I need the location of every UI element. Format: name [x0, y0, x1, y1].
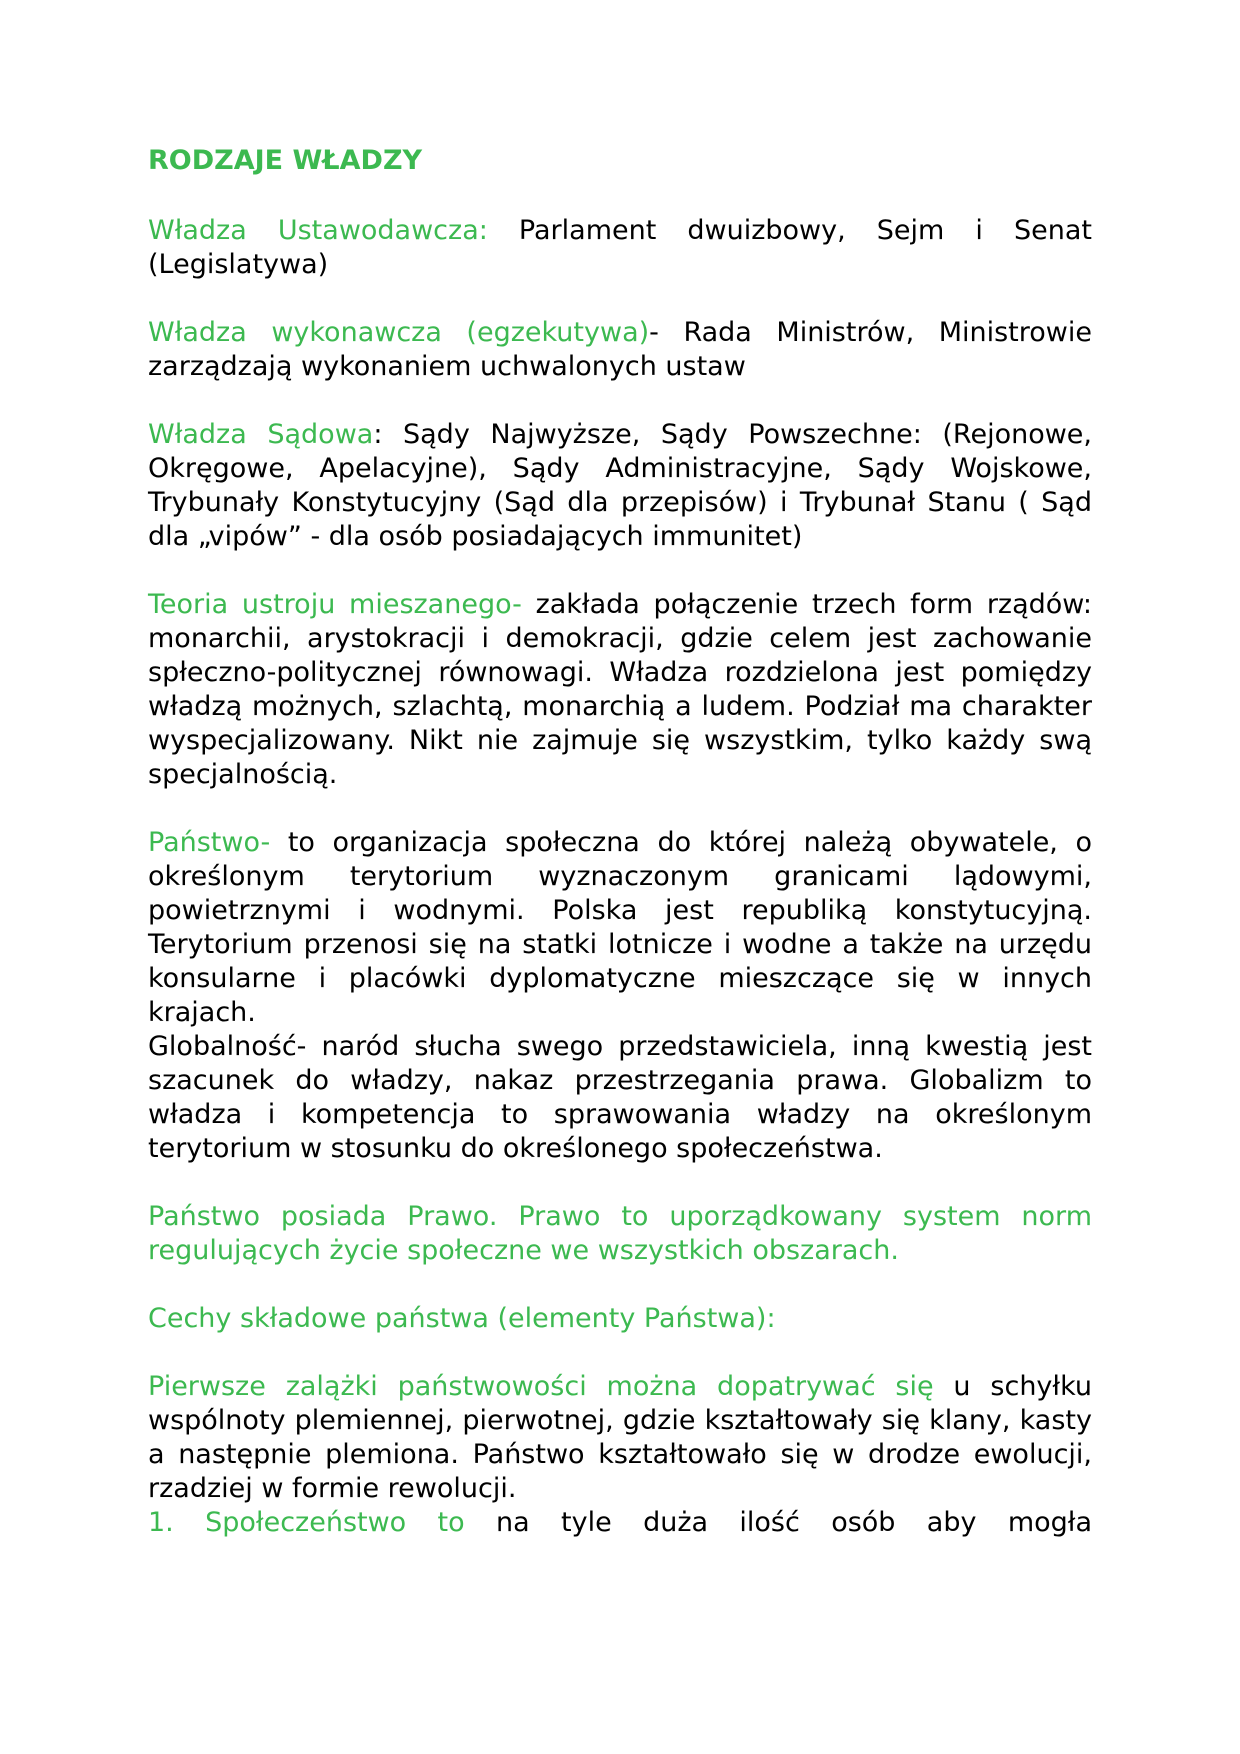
paragraph-mixed-government	[148, 588, 1092, 792]
paragraph-origins	[148, 1370, 1092, 1506]
text-state: to organizacja społeczna do której należą obywatele, o określonym terytorium wyznaczonym granicami lądowymi, powietrznymi i wodnymi. Polska jest republiką konstytucyjną. Terytorium przenosi się na statki lotnicze i wodne a także na urzędu konsularne i placówki dyplomatyczne mieszczące się w innych krajach.	[148, 827, 1092, 1028]
term-judicial: Władza Sądowa	[148, 419, 374, 450]
paragraph-state	[148, 826, 1092, 1030]
text-executive: - Rada Ministrów, Ministrowie zarządzają wykonaniem uchwalonych ustaw	[148, 317, 1092, 382]
term-origins: Pierwsze zalążki państwowości można dopatrywać się	[148, 1371, 934, 1402]
term-state: Państwo	[148, 827, 261, 858]
term-state-separator: -	[260, 827, 271, 858]
term-executive: Władza wykonawcza (egzekutywa)	[148, 317, 650, 348]
text-society: na tyle duża ilość osób aby mogła	[464, 1507, 1093, 1538]
text-judicial: : Sądy Najwyższe, Sądy Powszechne: (Rejonowe, Okręgowe, Apelacyjne), Sądy Administracyjne, Sądy Wojskowe, Trybunały Konstytucyjny (Sąd dla przepisów) i Trybunał Stanu ( Sąd dla „vipów” - dla osób posiadających immunitet)	[148, 419, 1092, 552]
text-mixed-government: zakłada połączenie trzech form rządów: monarchii, arystokracji i demokracji, gdzie celem jest zachowanie spłeczno-politycznej równowagi. Władza rozdzielona jest pomiędzy władzą możnych, szlachtą, monarchią a ludem. Podział ma charakter wyspecjalizowany. Nikt nie zajmuje się wszystkim, tylko każdy swą specjalnością.	[148, 589, 1092, 790]
paragraph-state-features: Cechy składowe państwa (elementy Państwa):	[148, 1303, 776, 1334]
text-legislative: Parlament dwuizbowy, Sejm i Senat (Legislatywa)	[148, 215, 1092, 280]
paragraph-law: Państwo posiada Prawo. Prawo to uporządkowany system norm regulujących życie społeczne we wszystkich obszarach.	[148, 1201, 1092, 1266]
term-society: 1. Społeczeństwo to	[148, 1507, 465, 1538]
paragraph-judicial	[148, 418, 1092, 554]
list-item-society	[148, 1506, 1092, 1540]
paragraph-globality: Globalność- naród słucha swego przedstawiciela, inną kwestią jest szacunek do władzy, nakaz przestrzegania prawa. Globalizm to władza i kompetencja to sprawowania władzy na określonym terytorium w stosunku do określonego społeczeństwa.	[148, 1031, 1092, 1164]
term-legislative: Władza Ustawodawcza:	[148, 215, 488, 246]
term-mixed-government: Teoria ustroju mieszanego-	[148, 589, 522, 620]
paragraph-legislative	[148, 214, 1092, 282]
document-title: RODZAJE WŁADZY	[148, 145, 423, 176]
paragraph-executive	[148, 316, 1092, 384]
text-origins: u schyłku wspólnoty plemiennej, pierwotnej, gdzie kształtowały się klany, kasty a następnie plemiona. Państwo kształtowało się w drodze ewolucji, rzadziej w formie rewolucji.	[148, 1371, 1092, 1504]
